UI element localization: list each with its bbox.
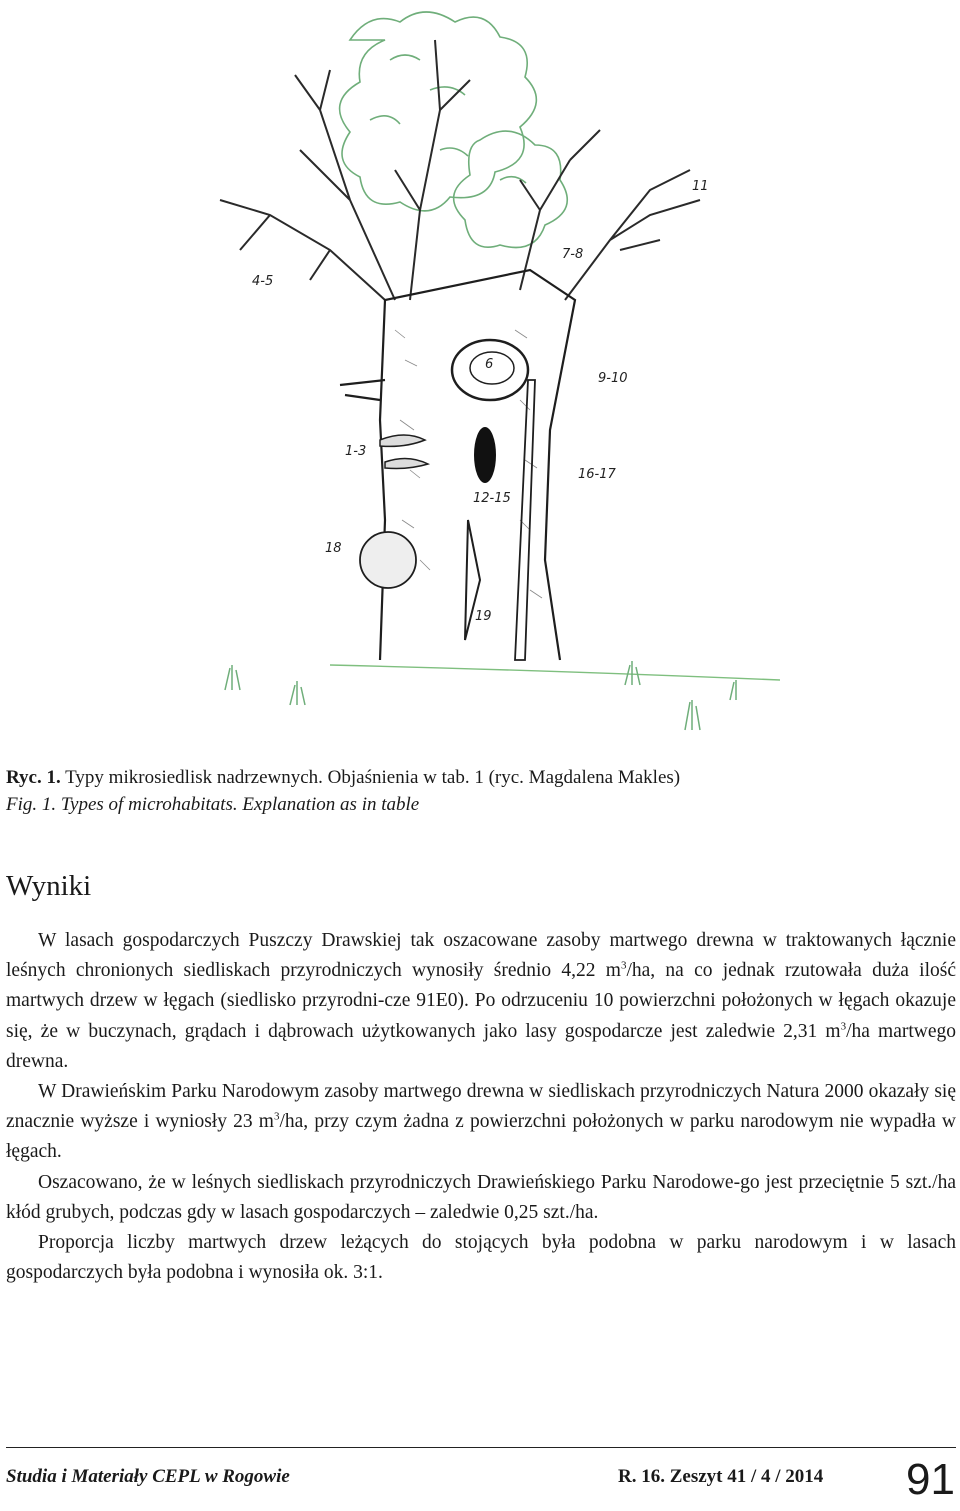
tree-illustration bbox=[180, 0, 780, 740]
label-1-3: 1-3 bbox=[345, 444, 367, 459]
label-7-8: 7-8 bbox=[562, 247, 584, 262]
tree-drawing bbox=[180, 0, 780, 740]
body-text bbox=[6, 926, 956, 1288]
caption-label: Ryc. 1. bbox=[6, 767, 61, 788]
grass bbox=[225, 661, 736, 730]
label-18: 18 bbox=[325, 541, 342, 556]
paragraph-2: W Drawieńskim Parku Narodowym zasoby martwego drewna w siedliskach przyrodniczych Natura 2000 okazały się znacznie wyższe i wyniosły 23 $m^3/ha$, przy czym żadna z powierzchni położonych w parku narodowym nie wypadła w łęgach. bbox=[6, 1081, 956, 1163]
bark-loss-9-10 bbox=[515, 380, 535, 660]
fungus-1-3 bbox=[380, 435, 425, 446]
paragraph-4: Proporcja liczby martwych drzew leżących do stojących była podobna w parku narodowym i w lasach gospodarczych była podobna i wynosiła ok. 3:1. bbox=[6, 1232, 956, 1284]
label-4-5: 4-5 bbox=[252, 274, 274, 289]
label-19: 19 bbox=[475, 609, 492, 624]
label-9-10: 9-10 bbox=[598, 371, 628, 386]
paragraph-3: Oszacowano, że w leśnych siedliskach przyrodniczych Drawieńskiego Parku Narodowe-go jest przeciętnie 5 szt./ha kłód grubych, podczas gdy w lasach gospodarczych – zaledwie 0,25 szt./ha. bbox=[6, 1171, 956, 1223]
page-number: 91 bbox=[906, 1455, 955, 1504]
footer-rule bbox=[6, 1447, 956, 1448]
burl-18 bbox=[360, 532, 416, 588]
paragraph-1: W lasach gospodarczych Puszczy Drawskiej tak oszacowane zasoby martwego drewna w traktowanych łącznie leśnych chronionych siedliskach przyrodniczych wynosiły średnio 4,22 $m^3/ha$, na co jednak rzutowała duża ilość martwych drzew w łęgach (siedlisko przyrodni-cze 91E0). Po odrzuceniu 10 powierzchni położonych w łęgach okazuje się, że w buczynach, grądach i dąbrowach użytkowanych jako lasy gospodarcze jest zaledwie 2,31 $m^3/ha$ martwego drewna. bbox=[6, 930, 957, 1072]
section-heading: Wyniki bbox=[6, 870, 92, 902]
caption-english: Fig. 1. Types of microhabitats. Explanation as in table bbox=[6, 794, 420, 815]
branches bbox=[220, 40, 700, 300]
journal-title: Studia i Materiały CEPL w Rogowie bbox=[6, 1466, 290, 1487]
caption-polish bbox=[6, 764, 680, 791]
issue-info: R. 16. Zeszyt 41 / 4 / 2014 bbox=[618, 1466, 824, 1487]
label-11: 11 bbox=[692, 179, 709, 194]
foliage bbox=[340, 12, 568, 248]
label-12-15: 12-15 bbox=[473, 491, 511, 506]
caption-text: Typy mikrosiedlisk nadrzewnych. Objaśnienia w tab. 1 (ryc. Magdalena Makles) bbox=[60, 767, 681, 788]
label-16-17: 16-17 bbox=[578, 467, 616, 482]
label-6: 6 bbox=[485, 357, 494, 372]
hollow-12-15 bbox=[474, 427, 496, 483]
figure-caption bbox=[6, 764, 680, 818]
